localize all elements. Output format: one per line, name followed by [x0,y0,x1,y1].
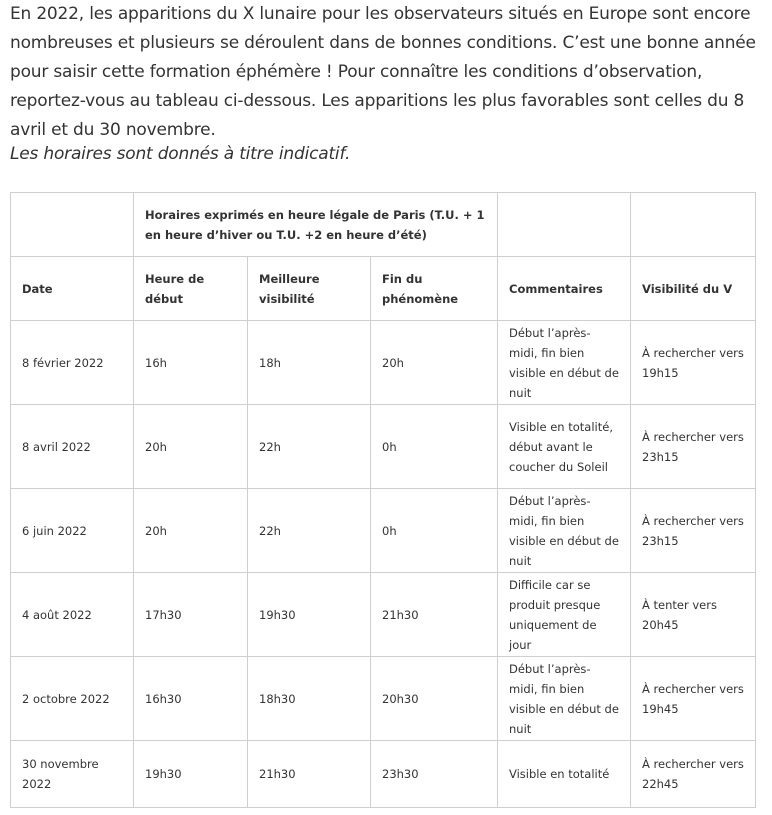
table-column-header-row [11,257,756,321]
cell-start: 20h [134,489,248,573]
column-header-start: Heure de début [134,257,248,321]
table-cell-empty [631,193,756,257]
cell-date: 6 juin 2022 [11,489,134,573]
table-row [11,321,756,405]
cell-best: 19h30 [248,573,371,657]
cell-date: 8 février 2022 [11,321,134,405]
cell-best: 18h30 [248,657,371,741]
cell-comments: Visible en totalité [498,741,631,808]
cell-best: 18h [248,321,371,405]
cell-date: 8 avril 2022 [11,405,134,489]
cell-end: 23h30 [371,741,498,808]
table-row [11,489,756,573]
group-header-cell: Horaires exprimés en heure légale de Paris (T.U. + 1 en heure d’hiver ou T.U. +2 en heure d’été) [134,193,498,257]
intro-paragraph: En 2022, les apparitions du X lunaire pour les observateurs situés en Europe sont encore nombreuses et plusieurs se déroulent dans de bonnes conditions. C’est une bonne année pour saisir cette formation éphémère ! Pour connaître les conditions d’observation, reportez-vous au tableau ci-dessous. Les apparitions les plus favorables sont celles du 8 avril et du 30 novembre. [10,4,756,140]
cell-start: 19h30 [134,741,248,808]
cell-end: 20h [371,321,498,405]
cell-start: 16h30 [134,657,248,741]
cell-end: 21h30 [371,573,498,657]
cell-v-visibility: À rechercher vers 19h15 [631,321,756,405]
column-header-v-visibility: Visibilité du V [631,257,756,321]
cell-comments: Début l’après-midi, fin bien visible en début de nuit [498,489,631,573]
cell-v-visibility: À rechercher vers 19h45 [631,657,756,741]
cell-comments: Visible en totalité, début avant le coucher du Soleil [498,405,631,489]
column-header-end: Fin du phénomène [371,257,498,321]
cell-date: 30 novembre 2022 [11,741,134,808]
cell-v-visibility: À rechercher vers 22h45 [631,741,756,808]
cell-date: 2 octobre 2022 [11,657,134,741]
cell-comments: Difficile car se produit presque uniquement de jour [498,573,631,657]
column-header-date: Date [11,257,134,321]
cell-best: 22h [248,405,371,489]
cell-best: 21h30 [248,741,371,808]
table-row [11,741,756,808]
table-cell-empty [498,193,631,257]
cell-date: 4 août 2022 [11,573,134,657]
cell-v-visibility: À rechercher vers 23h15 [631,405,756,489]
cell-start: 17h30 [134,573,248,657]
cell-start: 20h [134,405,248,489]
column-header-best: Meilleure visibilité [248,257,371,321]
cell-comments: Début l’après-midi, fin bien visible en début de nuit [498,657,631,741]
column-header-comments: Commentaires [498,257,631,321]
table-row [11,657,756,741]
table-cell-empty [11,193,134,257]
cell-v-visibility: À rechercher vers 23h15 [631,489,756,573]
cell-end: 0h [371,489,498,573]
disclaimer-note: Les horaires sont donnés à titre indicatif. [10,144,351,164]
cell-v-visibility: À tenter vers 20h45 [631,573,756,657]
table-row [11,405,756,489]
observation-schedule-table [10,192,756,808]
cell-comments: Début l’après-midi, fin bien visible en début de nuit [498,321,631,405]
cell-start: 16h [134,321,248,405]
table-group-header-row [11,193,756,257]
table-row [11,573,756,657]
cell-end: 0h [371,405,498,489]
cell-best: 22h [248,489,371,573]
cell-end: 20h30 [371,657,498,741]
